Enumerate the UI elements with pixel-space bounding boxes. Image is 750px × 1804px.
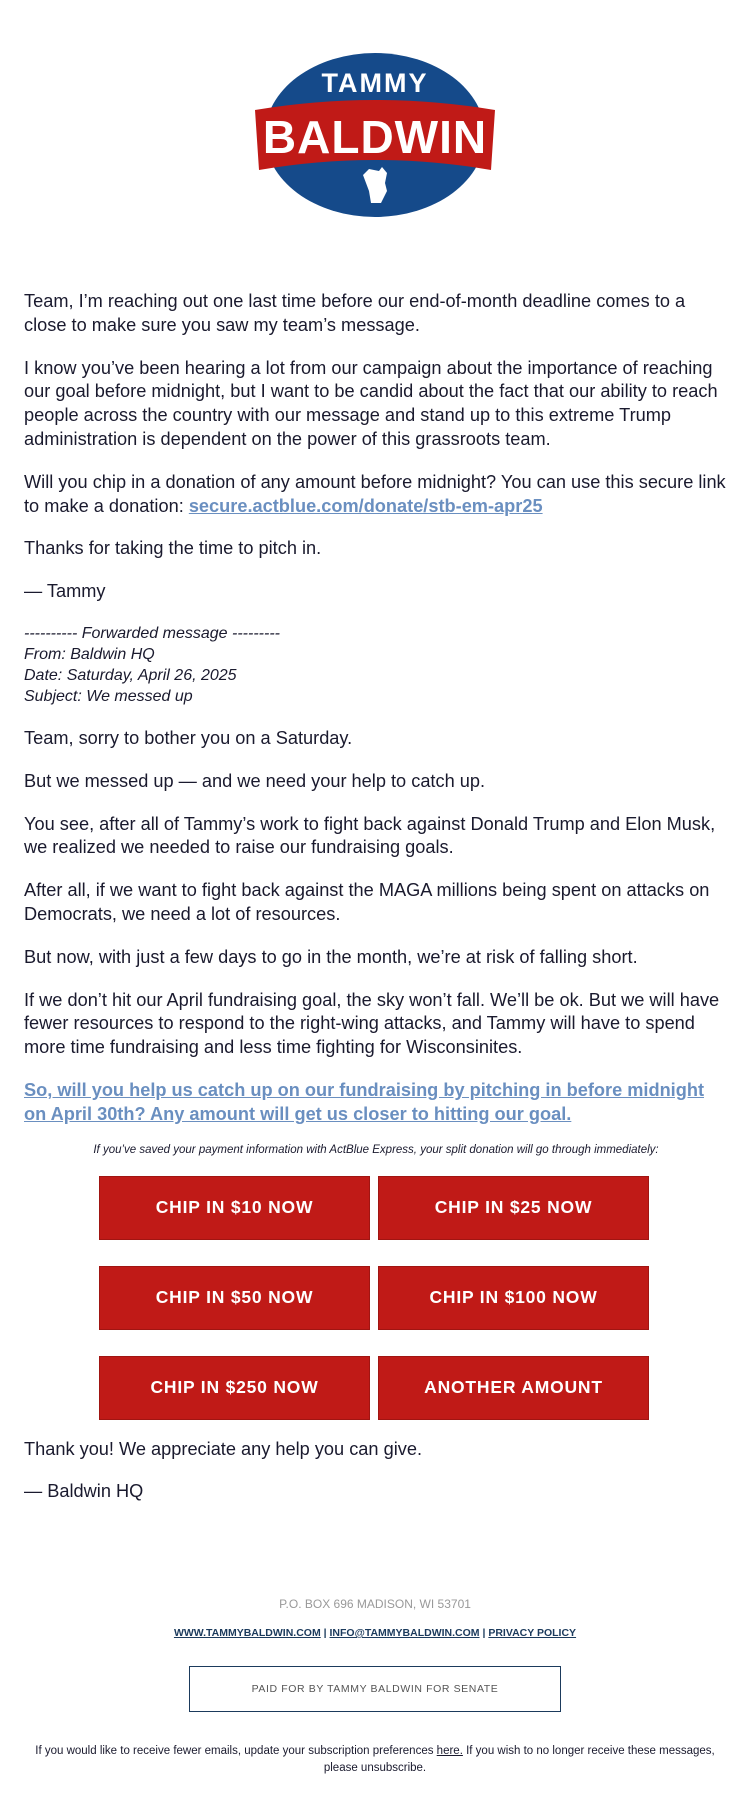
baldwin-logo-icon [245, 50, 505, 220]
closing-text: Thank you! We appreciate any help you can give. [24, 1438, 423, 1459]
body-paragraph: Team, sorry to bother you on a Saturday. [24, 727, 353, 748]
footer-links [0, 1627, 750, 1639]
body-paragraph: If we don’t hit our April fundraising goal, the sky won’t fall. We’ll be ok. But we will have fewer resources to respond to the right-wing attacks, and Tammy will have to spend more time fundraising and less time fighting for Wisconsinites. [24, 989, 720, 1058]
cta-paragraph [24, 1079, 728, 1127]
email-link[interactable]: INFO@TAMMYBALDWIN.COM [329, 1627, 480, 1639]
forwarded-date: Date: Saturday, April 26, 2025 [24, 666, 237, 684]
logo [0, 50, 750, 240]
intro-paragraph-1: Team, I’m reaching out one last time before our end-of-month deadline comes to a close to make sure you saw my team’s message. [24, 291, 686, 335]
unsubscribe-text: If you would like to receive fewer emails, update your subscription preferences here. If you wish to no longer receive these messages, please unsubscribe. [35, 1745, 715, 1774]
body-paragraph: After all, if we want to fight back against the MAGA millions being spent on attacks on Democrats, we need a lot of resources. [24, 880, 710, 924]
chip-in-10-button[interactable]: CHIP IN $10 NOW [99, 1176, 370, 1240]
email-body [24, 290, 728, 1523]
body-paragraph: You see, after all of Tammy’s work to fight back against Donald Trump and Elon Musk, we realized we needed to raise our fundraising goals. [24, 813, 716, 858]
express-note: If you’ve saved your payment information with ActBlue Express, your split donation will go through immediately: [93, 1143, 659, 1156]
chip-in-25-button[interactable]: CHIP IN $25 NOW [378, 1176, 649, 1240]
intro-paragraph-2: I know you’ve been hearing a lot from our campaign about the importance of reaching our goal before midnight, but I want to be candid about the fact that our ability to reach people across the country with our message and stand up to this extreme Trump administration is dependent on the power of this grassroots team. [24, 357, 718, 449]
website-link[interactable]: WWW.TAMMYBALDWIN.COM [173, 1627, 321, 1639]
body-paragraph: But we messed up — and we need your help to catch up. [24, 770, 486, 791]
another-amount-button[interactable]: ANOTHER AMOUNT [378, 1356, 649, 1420]
thanks-text: Thanks for taking the time to pitch in. [24, 538, 322, 559]
forwarded-subject: Subject: We messed up [24, 687, 193, 705]
privacy-policy-link[interactable]: PRIVACY POLICY [488, 1627, 577, 1639]
donate-link[interactable]: secure.actblue.com/donate/stb-em-apr25 [188, 495, 543, 516]
separator: | [482, 1627, 486, 1639]
chip-in-50-button[interactable]: CHIP IN $50 NOW [99, 1266, 370, 1330]
donate-paragraph: Will you chip in a donation of any amount before midnight? You can use this secure link to make a donation: secure.actblue.com/donate/stb-em-apr25 [24, 471, 726, 516]
footer-address: P.O. BOX 696 MADISON, WI 53701 [279, 1597, 471, 1611]
chip-in-250-button[interactable]: CHIP IN $250 NOW [99, 1356, 370, 1420]
logo-last-name: BALDWIN [262, 111, 488, 163]
forwarded-from: From: Baldwin HQ [24, 645, 155, 663]
preferences-link[interactable]: here. [436, 1745, 463, 1757]
body-paragraph: But now, with just a few days to go in the month, we’re at risk of falling short. [24, 946, 638, 967]
donation-buttons [99, 1176, 651, 1420]
cta-link[interactable]: So, will you help us catch up on our fundraising by pitching in before midnight on April 30th? Any amount will get us closer to hitting our goal. [24, 1079, 705, 1124]
signoff-baldwin-hq: — Baldwin HQ [24, 1481, 144, 1502]
forwarded-line: ---------- Forwarded message --------- [24, 624, 280, 642]
separator: | [323, 1627, 327, 1639]
paid-for-disclaimer: PAID FOR BY TAMMY BALDWIN FOR SENATE [189, 1666, 561, 1712]
logo-first-name: TAMMY [321, 68, 429, 98]
forwarded-header [24, 623, 728, 707]
signoff-tammy: — Tammy [24, 581, 106, 602]
chip-in-100-button[interactable]: CHIP IN $100 NOW [378, 1266, 649, 1330]
